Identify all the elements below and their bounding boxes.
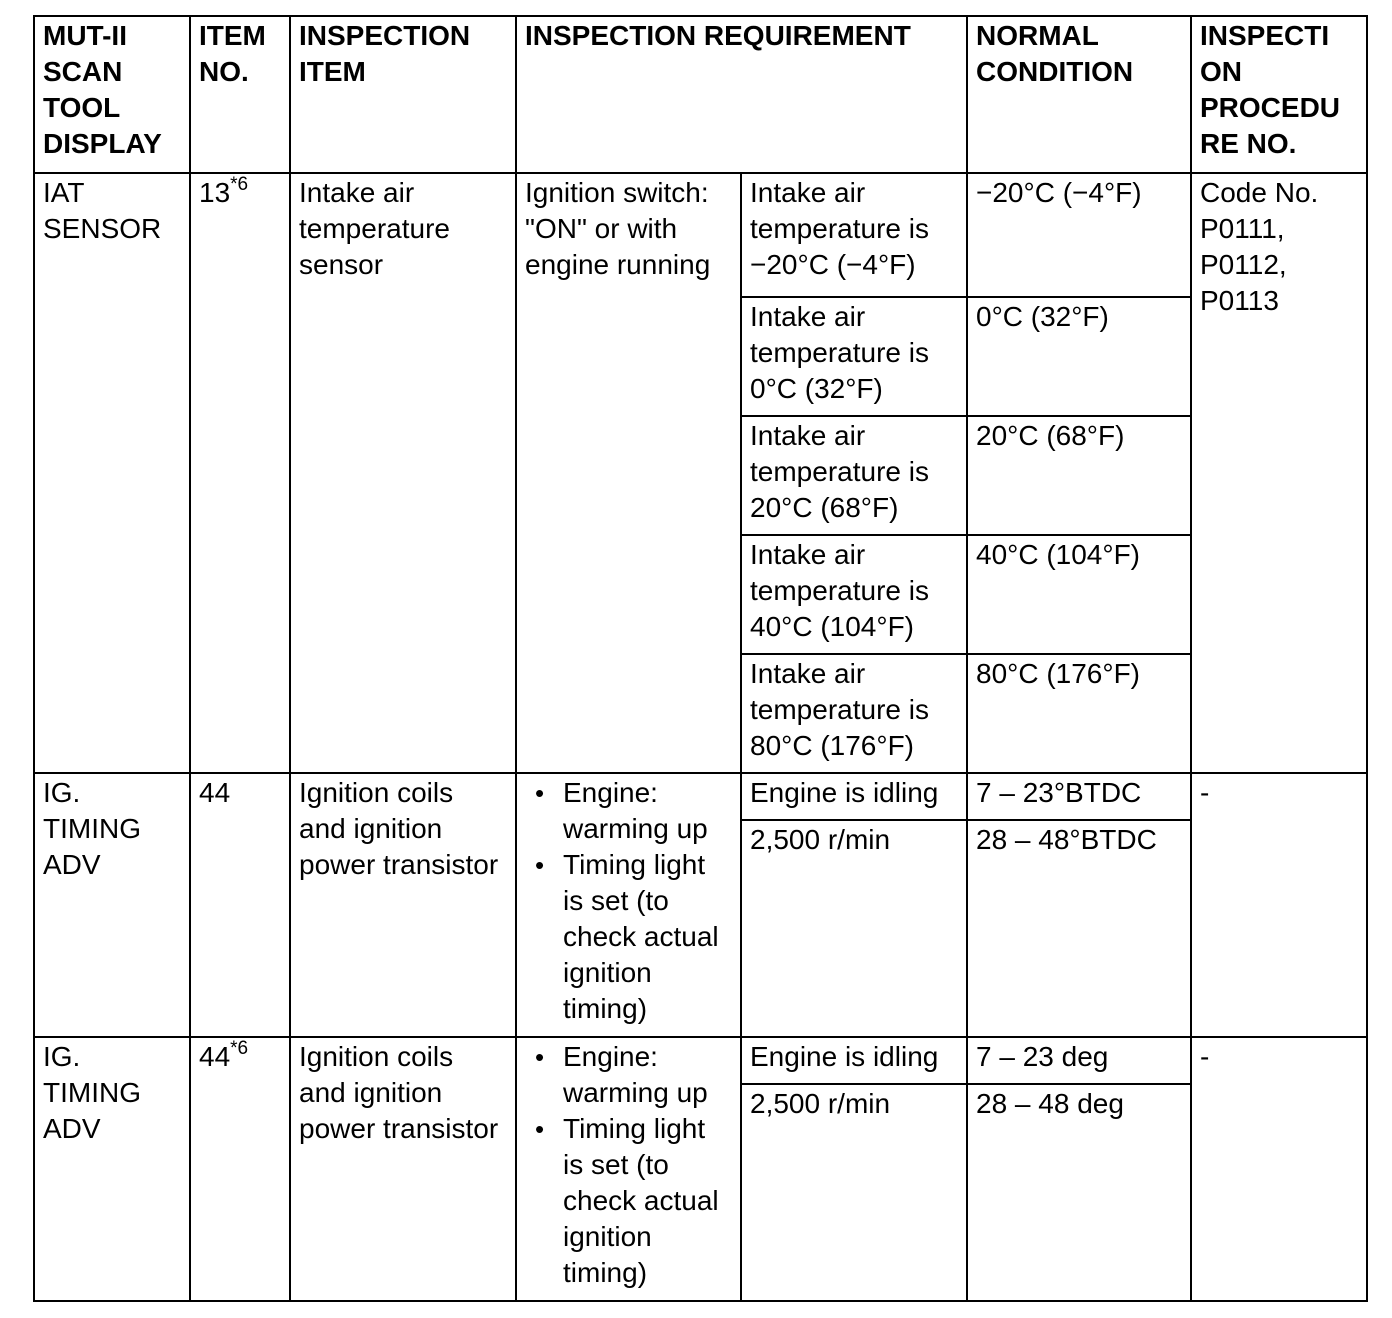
normal-condition-cell: 20°C (68°F) [967, 416, 1191, 535]
normal-condition-cell: 7 – 23°BTDC [967, 773, 1191, 820]
inspection-table [33, 15, 1368, 1302]
normal-condition-cell: 40°C (104°F) [967, 535, 1191, 654]
normal-condition-cell: 80°C (176°F) [967, 654, 1191, 773]
item-footnote: *6 [230, 1037, 249, 1059]
list-item: • Engine: warming up [525, 1039, 732, 1111]
list-item: • Engine: warming up [525, 775, 732, 847]
header-normal-condition: NORMAL CONDITION [967, 16, 1191, 173]
procedure-cell: - [1191, 1037, 1367, 1301]
requirement-list [525, 1039, 732, 1291]
item-no-cell [190, 1037, 290, 1301]
sub-requirement-cell: Intake air temperature is −20°C (−4°F) [741, 173, 967, 297]
table-row [34, 173, 1367, 297]
normal-condition-cell: 0°C (32°F) [967, 297, 1191, 416]
display-cell: IAT SENSOR [34, 173, 190, 773]
requirement-list [525, 775, 732, 1027]
header-procedure-no: INSPECTI ON PROCEDU RE NO. [1191, 16, 1367, 173]
requirement-cell [516, 1037, 741, 1301]
header-row [34, 16, 1367, 173]
header-inspection-item: INSPECTION ITEM [290, 16, 516, 173]
sub-requirement-cell: 2,500 r/min [741, 820, 967, 1037]
sub-requirement-cell: Intake air temperature is 80°C (176°F) [741, 654, 967, 773]
normal-condition-cell: 7 – 23 deg [967, 1037, 1191, 1084]
header-display: MUT-II SCAN TOOL DISPLAY [34, 16, 190, 173]
sub-requirement-cell: Intake air temperature is 40°C (104°F) [741, 535, 967, 654]
item-no: 44 [199, 777, 231, 808]
display-cell: IG. TIMING ADV [34, 1037, 190, 1301]
normal-condition-cell: 28 – 48°BTDC [967, 820, 1191, 1037]
header-requirement: INSPECTION REQUIREMENT [516, 16, 967, 173]
procedure-cell: Code No. P0111, P0112, P0113 [1191, 173, 1367, 773]
display-cell: IG. TIMING ADV [34, 773, 190, 1037]
item-no: 44 [199, 1041, 231, 1072]
procedure-cell: - [1191, 773, 1367, 1037]
list-item: • Timing light is set (to check actual ignition timing) [525, 1111, 732, 1291]
table-row [34, 1037, 1367, 1084]
sub-requirement-cell: Engine is idling [741, 773, 967, 820]
normal-condition-cell: −20°C (−4°F) [967, 173, 1191, 297]
header-item-no: ITEM NO. [190, 16, 290, 173]
sub-requirement-cell: Engine is idling [741, 1037, 967, 1084]
inspection-item-cell: Ignition coils and ignition power transistor [290, 773, 516, 1037]
item-no-cell [190, 773, 290, 1037]
requirement-cell [516, 773, 741, 1037]
item-footnote: *6 [230, 173, 249, 195]
item-no: 13 [199, 177, 231, 208]
sub-requirement-cell: 2,500 r/min [741, 1084, 967, 1301]
table-row [34, 773, 1367, 820]
sub-requirement-cell: Intake air temperature is 0°C (32°F) [741, 297, 967, 416]
inspection-item-cell: Ignition coils and ignition power transistor [290, 1037, 516, 1301]
sub-requirement-cell: Intake air temperature is 20°C (68°F) [741, 416, 967, 535]
list-item: • Timing light is set (to check actual ignition timing) [525, 847, 732, 1027]
item-no-cell [190, 173, 290, 773]
normal-condition-cell: 28 – 48 deg [967, 1084, 1191, 1301]
inspection-item-cell: Intake air temperature sensor [290, 173, 516, 773]
requirement-cell: Ignition switch: "ON" or with engine running [516, 173, 741, 773]
